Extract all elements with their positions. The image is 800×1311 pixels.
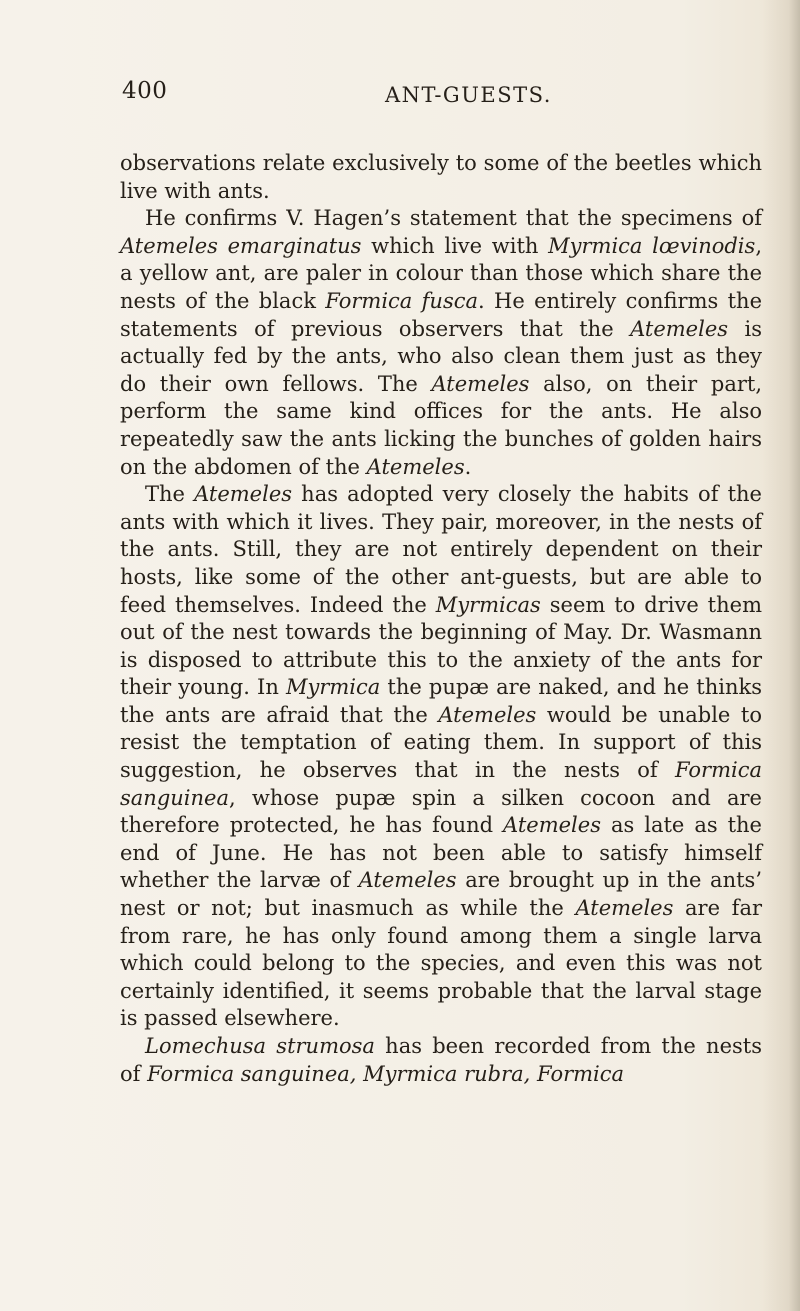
text-run: , a yellow ant, are paler in colour than those which share the nests of the black (120, 233, 762, 313)
paragraph (120, 1033, 762, 1088)
text-run: also, on their part, perform the same kind offices for the ants. He also repeatedly saw the ants licking the bunches of golden hairs on the abdomen of the (120, 371, 762, 479)
text-run: the pupæ are naked, and he thinks the ants are afraid that the (120, 675, 762, 727)
text-run: would be unable to resist the temptation of eating them. In support of this suggestion, he observes that in the nests of (120, 702, 762, 783)
text-run: . He entirely confirms the statements of previous observers that the (120, 288, 763, 341)
body-text (120, 150, 762, 1088)
running-head: ANT-GUESTS. (385, 83, 552, 107)
text-run: has adopted very closely the habits of the ants with which it lives. They pair, moreover, in the nests of the ants. Still, they are not entirely dependent on their hosts, like some of the other ant-guests, but are able to feed themselves. Indeed the (120, 482, 762, 617)
paragraph (120, 481, 762, 1033)
italic-term: Myrmicas (435, 592, 541, 617)
text-run: , whose pupæ spin a silken cocoon and are therefore protected, he has found (120, 785, 762, 838)
italic-term: Atemeles (358, 868, 457, 893)
text-run: which live with (361, 233, 549, 258)
italic-term: Atemeles (366, 454, 465, 479)
paragraph (120, 150, 762, 205)
text-run: seem to drive them out of the nest towards the beginning of May. Dr. Wasmann is disposed to attribute this to the anxiety of the ants for their young. In (120, 592, 762, 700)
text-run: has been recorded from the nests of (120, 1034, 762, 1086)
italic-term: Formica sanguinea, Myrmica rubra, Formica (147, 1061, 625, 1086)
italic-term: Formica sanguinea (120, 758, 762, 810)
italic-term: Atemeles (438, 702, 537, 727)
page-header (0, 78, 800, 118)
italic-term: Atemeles (630, 316, 729, 341)
italic-term: Atemeles (194, 482, 293, 507)
italic-term: Atemeles (575, 896, 674, 921)
paragraph (120, 205, 762, 481)
italic-term: Myrmica (285, 675, 381, 700)
text-run: are brought up in the ants’ nest or not; but inasmuch as while the (120, 868, 762, 921)
italic-term: Atemeles (503, 813, 601, 838)
text-run: as late as the end of June. He has not been able to satisfy himself whether the larvæ of (120, 813, 762, 893)
italic-term: Myrmica lœvinodis (548, 233, 756, 258)
page-edge-shadow (762, 0, 800, 1311)
italic-term: Atemeles (431, 371, 530, 396)
text-run: are far from rare, he has only found among them a single larva which could belong to the species, and even this was not certainly identified, it seems probable that the larval stage is passed elsewhere. (120, 896, 763, 1031)
italic-term: Formica fusca (325, 288, 479, 313)
italic-term: Atemeles emarginatus (120, 233, 362, 258)
text-run: The (145, 482, 195, 507)
page-number: 400 (122, 78, 168, 104)
text-run: . (464, 454, 472, 479)
text-run: is actually fed by the ants, who also clean them just as they do their own fellows. The (120, 316, 762, 396)
italic-term: Lomechusa strumosa (145, 1034, 375, 1058)
text-run: He confirms V. Hagen’s statement that the specimens of (145, 206, 762, 231)
text-run: observations relate exclusively to some of the beetles which live with ants. (120, 151, 762, 203)
